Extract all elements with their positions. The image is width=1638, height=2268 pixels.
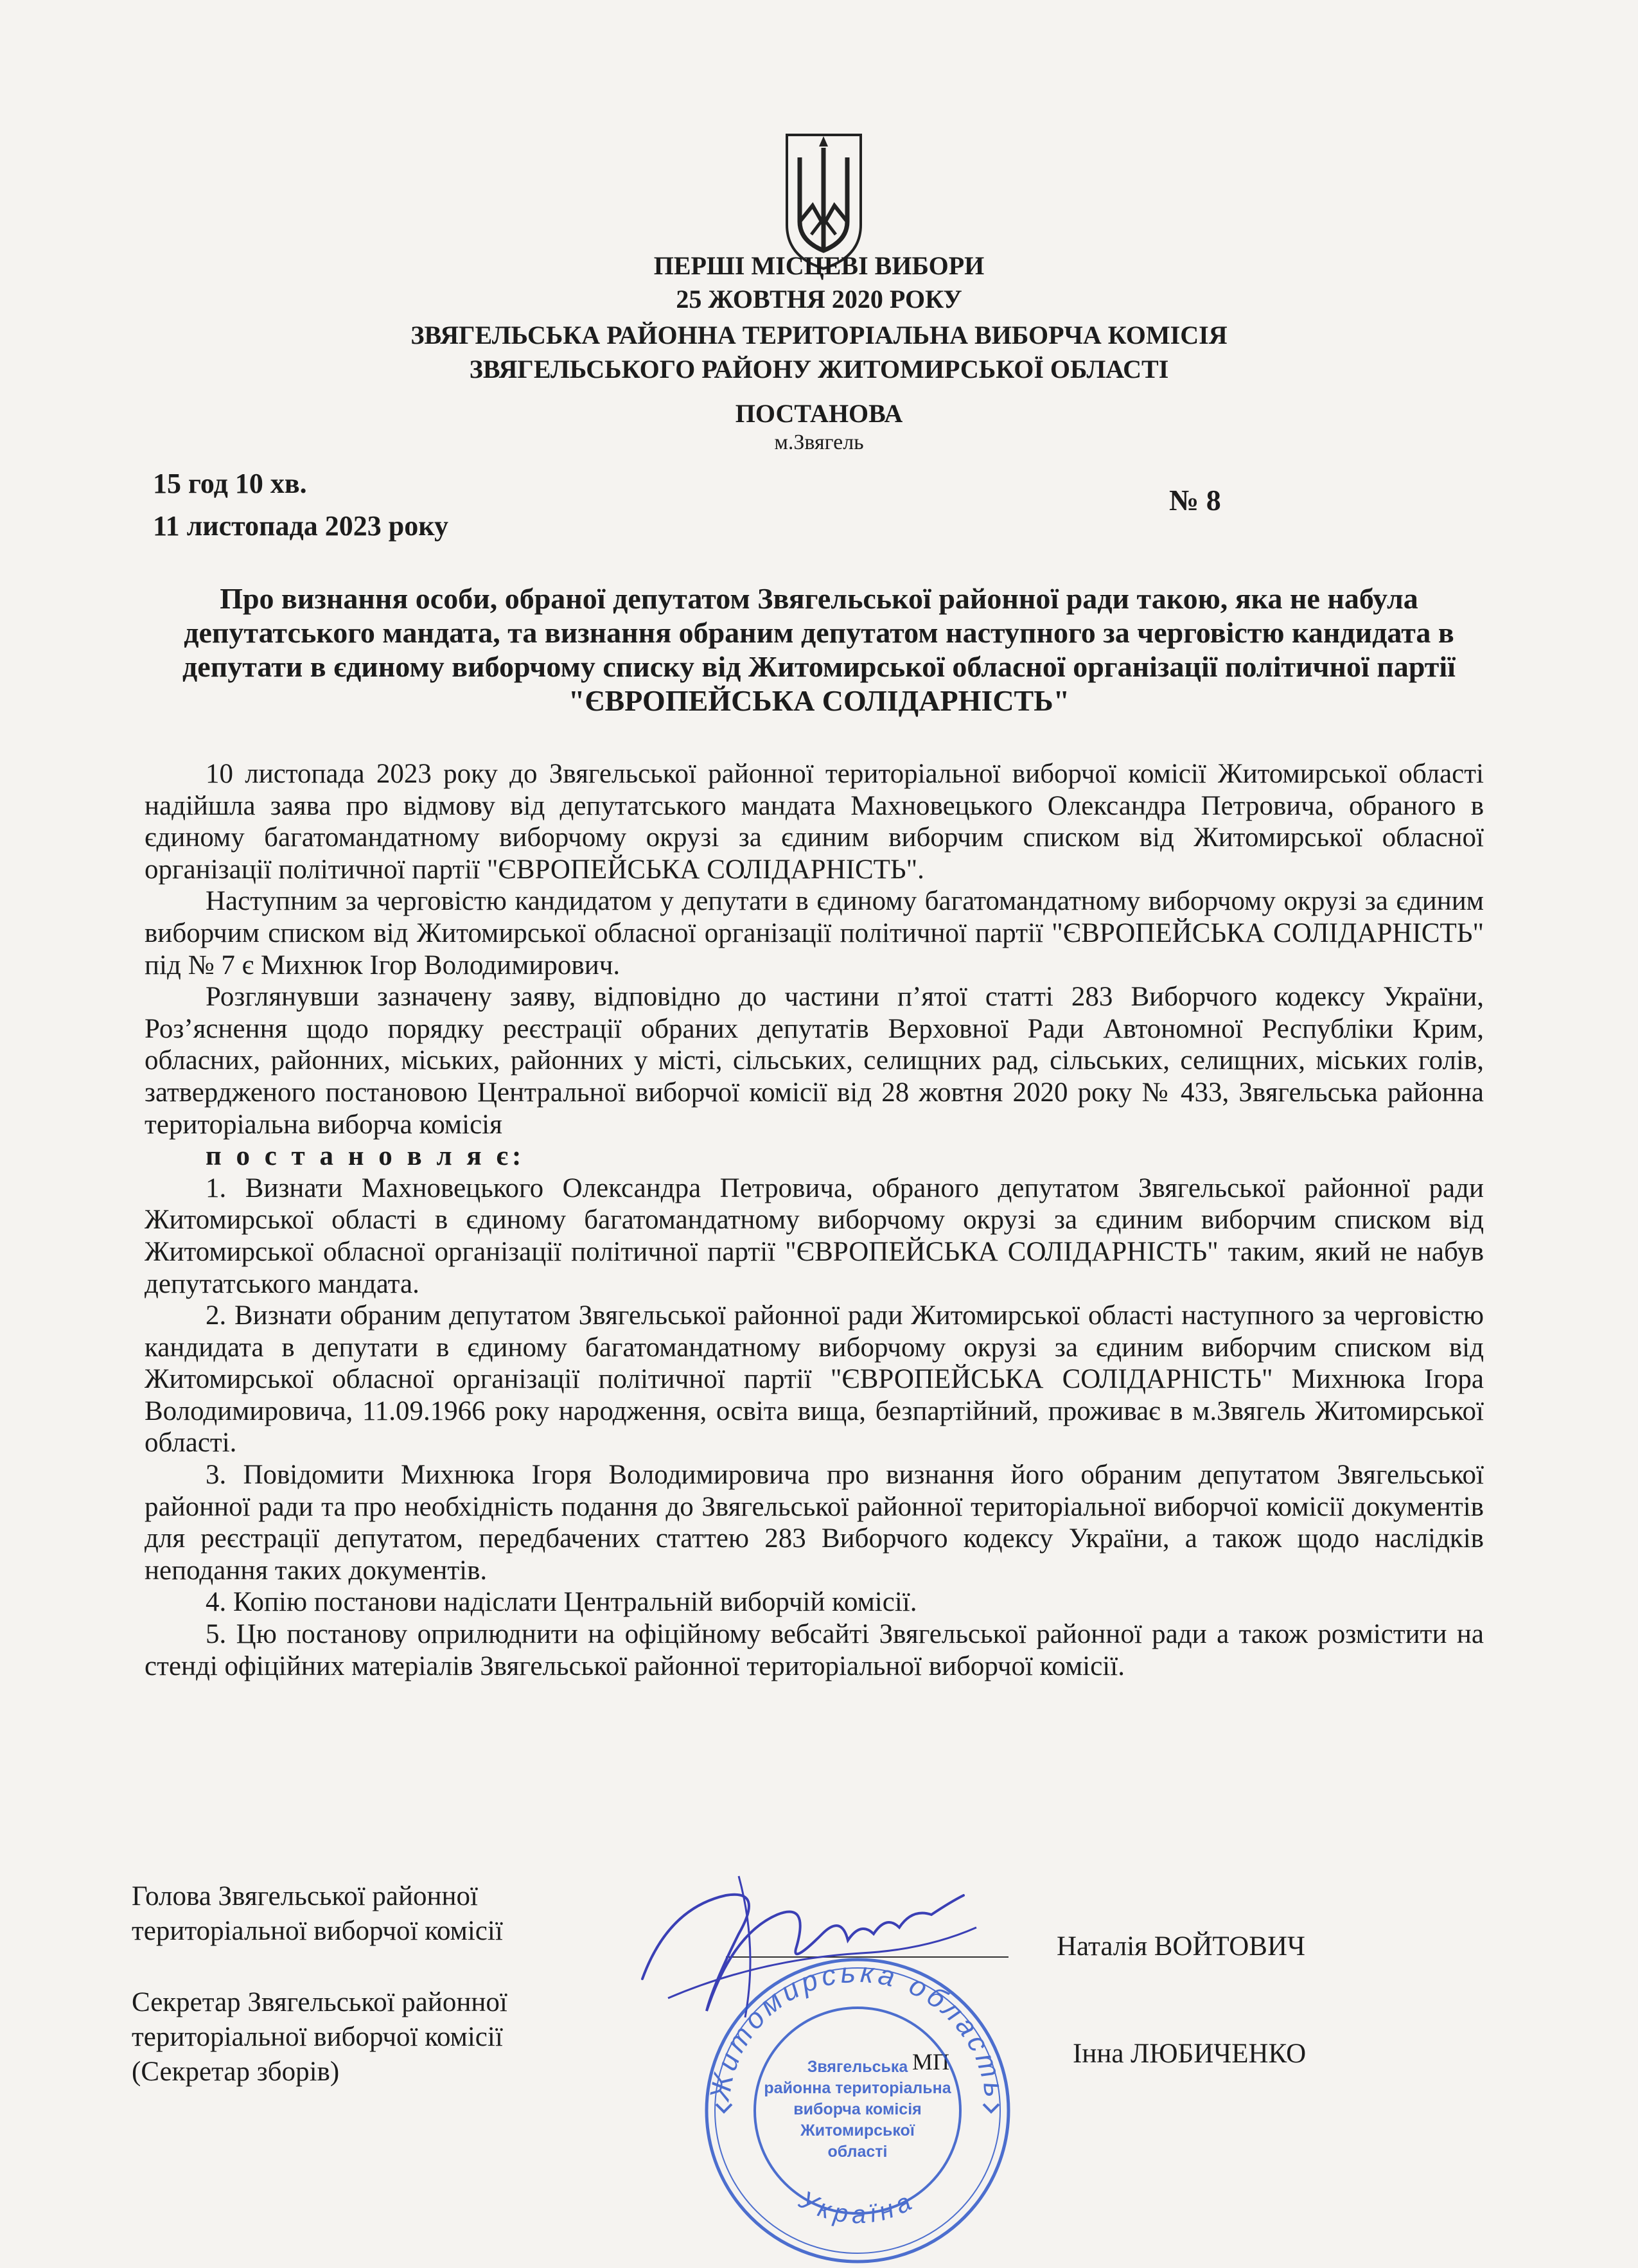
stamp-inner-line-5: області	[827, 2143, 888, 2161]
svg-text:Україна	[794, 2185, 920, 2229]
secretary-title	[132, 1985, 507, 2089]
secretary-title-line-3: (Секретар зборів)	[132, 2057, 340, 2087]
stamp-place-mark: МП	[912, 2049, 950, 2075]
document-time: 15 год 10 хв.	[153, 468, 307, 499]
document-place: м.Звягель	[774, 430, 864, 454]
chair-title-line-1: Голова Звягельської районної	[132, 1881, 478, 1911]
stamp-outer-bottom-text: Україна	[795, 2185, 920, 2229]
resolution-item-2: 2. Визнати обраним депутатом Звягельської районної ради Житомирської області наступного за черговістю кандидата в депутати в єдиному багатомандатному виборчому окрузі за єдиним виборчим списком від Житомирської обласної організації політичної партії "ЄВРОПЕЙСЬКА СОЛІДАРНІСТЬ" Михнюка Ігора Володимировича, 11.09.1966 року народження, освіта вища, безпартійний, проживає в м.Звягель Житомирської області.	[145, 1300, 1484, 1458]
election-title: ПЕРШІ МІСЦЕВІ ВИБОРИ	[653, 251, 985, 280]
secretary-title-line-1: Секретар Звягельської районної	[132, 1987, 507, 2017]
document-date: 11 листопада 2023 року	[153, 510, 448, 542]
chair-title	[132, 1879, 503, 1949]
official-stamp	[691, 1953, 1025, 2268]
resolution-title: Про визнання особи, обраної депутатом Звягельської районної ради такою, яка не набула депутатського мандата, та визнання обраним депутатом наступного за черговістю кандидата в депутати в єдиному виборчому списку від Житомирської обласної організації політичної партії "ЄВРОПЕЙСЬКА СОЛІДАРНІСТЬ"	[182, 582, 1456, 717]
stamp-inner-line-3: виборча комісія	[793, 2100, 922, 2118]
resolution-item-3: 3. Повідомити Михнюка Ігоря Володимировича про визнання його обраним депутатом Звягельської районної ради та про необхідність подання до Звягельської районної територіальної виборчої комісії документів для реєстрації депутатом, передбачених статтею 283 Виборчого кодексу України, а також щодо наслідків неподання таких документів.	[145, 1460, 1484, 1586]
stamp-inner-line-4: Житомирської	[800, 2122, 915, 2140]
resolves-heading: п о с т а н о в л я є:	[206, 1141, 525, 1172]
chair-title-line-2: територіальної виборчої комісії	[132, 1916, 503, 1946]
stamp-inner-line-2: районна територіальна	[764, 2079, 951, 2097]
chair-name: Наталія ВОЙТОВИЧ	[1057, 1931, 1305, 1962]
election-date: 25 ЖОВТНЯ 2020 РОКУ	[676, 285, 962, 314]
commission-name: ЗВЯГЕЛЬСЬКА РАЙОННА ТЕРИТОРІАЛЬНА ВИБОРЧА КОМІСІЯ	[410, 321, 1228, 350]
paragraph-legal-basis: Розглянувши зазначену заяву, відповідно до частини п’ятої статті 283 Виборчого кодексу України, Роз’яснення щодо порядку реєстрації обраних депутатів Верховної Ради Автономної Республіки Крим, обласних, районних, міських, районних у місті, сільських, селищних рад, сільських, селищних, міських голів, затвердженого постановою Центральної виборчої комісії від 28 жовтня 2020 року № 433, Звягельська районна територіальна виборча комісія	[145, 982, 1484, 1140]
resolution-item-4: 4. Копію постанови надіслати Центральній виборчій комісії.	[206, 1587, 917, 1618]
secretary-title-line-2: територіальної виборчої комісії	[132, 2022, 503, 2052]
document-number: № 8	[1169, 484, 1221, 517]
paragraph-next-candidate: Наступним за черговістю кандидатом у депутати в єдиному багатомандатному виборчому окрузі за єдиним виборчим списком від Житомирської обласної організації політичної партії "ЄВРОПЕЙСЬКА СОЛІДАРНІСТЬ" під № 7 є Михнюк Ігор Володимирович.	[145, 886, 1484, 980]
document-type: ПОСТАНОВА	[735, 399, 903, 428]
district-name: ЗВЯГЕЛЬСЬКОГО РАЙОНУ ЖИТОМИРСЬКОЇ ОБЛАСТІ	[469, 355, 1169, 384]
resolution-body	[145, 758, 1484, 1682]
stamp-outer-top-text: Житомирська область	[703, 1956, 1011, 2103]
resolution-item-5: 5. Цю постанову оприлюднити на офіційному вебсайті Звягельської районної ради а також розмістити на стенді офіційних матеріалів Звягельської районної територіальної виборчої комісії.	[145, 1619, 1484, 1681]
secretary-name: Інна ЛЮБИЧЕНКО	[1073, 2039, 1307, 2069]
stamp-inner-line-1: Звягельська	[807, 2058, 908, 2076]
paragraph-statement: 10 листопада 2023 року до Звягельської районної територіальної виборчої комісії Житомирської області надійшла заява про відмову від депутатського мандата Махновецького Олександра Петровича, обраного в єдиному багатомандатному виборчому окрузі за єдиним виборчим списком від Житомирської обласної організації політичної партії "ЄВРОПЕЙСЬКА СОЛІДАРНІСТЬ".	[145, 759, 1484, 885]
resolution-item-1: 1. Визнати Махновецького Олександра Петровича, обраного депутатом Звягельської районної ради Житомирської області в єдиному багатомандатному виборчому окрузі за єдиним виборчим списком від Житомирської обласної організації політичної партії "ЄВРОПЕЙСЬКА СОЛІДАРНІСТЬ" таким, який не набув депутатського мандата.	[145, 1173, 1484, 1299]
